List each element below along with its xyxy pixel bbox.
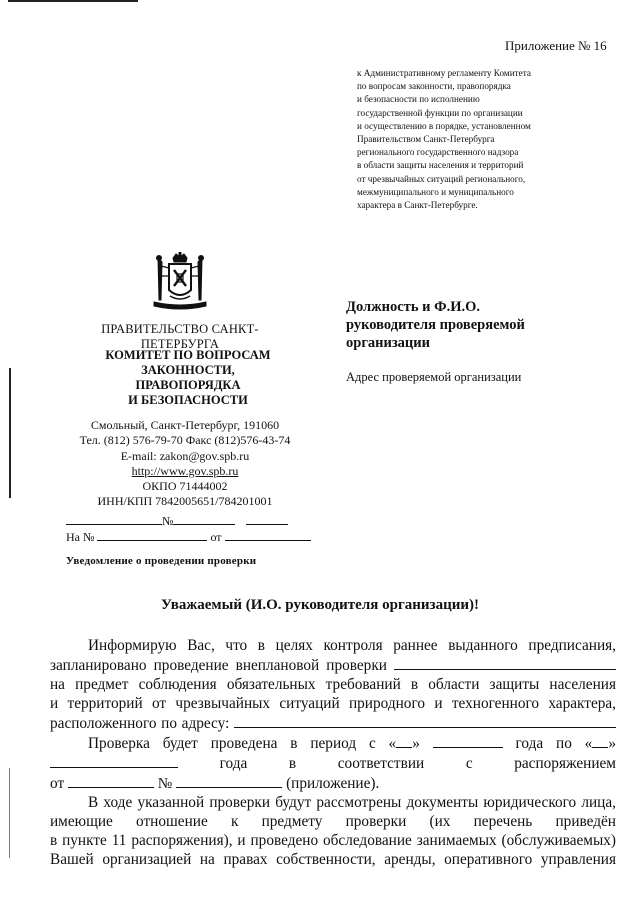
quote-close: » bbox=[412, 735, 420, 752]
appendix-line: государственной функции по организации bbox=[357, 107, 523, 118]
appendix-line: межмуниципального и муниципального bbox=[357, 186, 514, 197]
postal-address: Смольный, Санкт-Петербург, 191060 bbox=[90, 418, 280, 432]
appendix-number: Приложение № 16 bbox=[505, 38, 607, 53]
scan-mark-left-lower bbox=[9, 768, 10, 858]
recipient-line: организации bbox=[346, 335, 430, 351]
appendix-line: Правительством Санкт-Петербурга bbox=[357, 134, 495, 145]
appendix-line: регионального государственного надзора bbox=[357, 147, 519, 158]
period-start-day-blank bbox=[396, 733, 412, 748]
address-label: расположенного по адресу: bbox=[50, 715, 230, 732]
paragraph-line: в пункте 11 распоряжения), и проведено обследование занимаемых (обслуживаемых) bbox=[50, 832, 616, 849]
committee-line: ЗАКОННОСТИ, ПРАВОПОРЯДКА bbox=[135, 363, 241, 392]
period-start-month-blank bbox=[433, 733, 503, 748]
period-label: Проверка будет проведена в период с « bbox=[88, 735, 397, 752]
appendix-line: характера в Санкт-Петербурге. bbox=[357, 200, 478, 211]
outgoing-extra-blank bbox=[246, 512, 288, 525]
inspection-blank bbox=[394, 655, 616, 670]
inspection-type-label: запланировано проведение внеплановой проверки bbox=[50, 657, 387, 674]
letter-body bbox=[50, 636, 616, 869]
paragraph-line: В ходе указанной проверки будут рассмотрены документы юридического лица, bbox=[88, 794, 616, 811]
appendix-line: от чрезвычайных ситуаций регионального, bbox=[357, 173, 526, 184]
paragraph-line: Вашей организацией на правах собственности, аренды, оперативного управления bbox=[50, 851, 616, 868]
recipient-address: Адрес проверяемой организации bbox=[346, 370, 522, 384]
appendix-reference bbox=[357, 67, 607, 212]
order-number-sign: № bbox=[157, 775, 173, 792]
paragraph-line: на предмет соблюдения обязательных требований в области защиты населения bbox=[50, 676, 616, 693]
outgoing-ref-line bbox=[66, 512, 288, 529]
order-from-label: от bbox=[50, 775, 65, 792]
appendix-line: в области защиты населения и территорий bbox=[357, 160, 524, 171]
outgoing-date-blank bbox=[66, 512, 162, 525]
notice-title: Уведомление о проведении проверки bbox=[66, 555, 257, 567]
committee-name bbox=[88, 348, 288, 408]
ref-to-label: На № bbox=[66, 530, 95, 544]
website-link[interactable]: http://www.gov.spb.ru bbox=[131, 463, 239, 478]
appendix-line: и безопасности по исполнению bbox=[357, 94, 480, 105]
okpo: ОКПО 71444002 bbox=[142, 479, 228, 494]
address-blank bbox=[234, 713, 616, 728]
committee-line: КОМИТЕТ ПО ВОПРОСАМ bbox=[105, 348, 271, 362]
order-label: года в соответствии с распоряжением bbox=[219, 755, 616, 772]
outgoing-number-blank bbox=[173, 512, 235, 525]
salutation: Уважаемый (И.О. руководителя организации)! bbox=[160, 597, 480, 613]
paragraph-line bbox=[50, 753, 616, 773]
inn-kpp: ИНН/КПП 7842005651/784201001 bbox=[97, 494, 273, 509]
attachment-label: (приложение). bbox=[286, 775, 380, 792]
paragraph-line bbox=[50, 655, 616, 675]
ref-from-label: от bbox=[210, 530, 222, 544]
government-name: ПРАВИТЕЛЬСТВО САНКТ-ПЕТЕРБУРГА bbox=[101, 322, 259, 351]
email: E-mail: zakon@gov.spb.ru bbox=[120, 448, 250, 463]
recipient-line: руководителя проверяемой bbox=[346, 317, 525, 333]
order-number-blank bbox=[176, 773, 282, 788]
paragraph-line bbox=[50, 713, 616, 733]
recipient-block bbox=[346, 298, 525, 352]
paragraph-line: и территорий от чрезвычайных ситуаций природного и техногенного характера, bbox=[50, 695, 616, 712]
contact-details bbox=[70, 418, 300, 510]
scan-mark-top bbox=[8, 0, 138, 2]
recipient-line: Должность и Ф.И.О. bbox=[346, 299, 481, 315]
incoming-date-blank bbox=[225, 528, 311, 541]
scan-mark-left bbox=[9, 368, 11, 498]
phone-fax: Тел. (812) 576-79-70 Факс (812)576-43-74 bbox=[79, 433, 291, 448]
ref-number-sign: № bbox=[162, 514, 174, 528]
coat-of-arms-emblem bbox=[150, 252, 210, 314]
paragraph-line bbox=[50, 773, 616, 793]
committee-line: И БЕЗОПАСНОСТИ bbox=[128, 393, 248, 407]
period-end-month-blank bbox=[50, 753, 178, 768]
order-date-blank bbox=[68, 773, 154, 788]
period-end-day-blank bbox=[592, 733, 608, 748]
appendix-line: по вопросам законности, правопорядка bbox=[357, 81, 511, 92]
paragraph-line bbox=[50, 733, 616, 753]
paragraph-line: Информирую Вас, что в целях контроля раннее выданного предписания, bbox=[88, 637, 616, 654]
appendix-line: и осуществлению в порядке, установленном bbox=[357, 120, 531, 131]
incoming-ref-line bbox=[66, 528, 311, 545]
appendix-line: к Административному регламенту Комитета bbox=[357, 68, 531, 78]
paragraph-line: имеющие отношение к предмету проверки (их перечень приведён bbox=[50, 813, 616, 830]
incoming-number-blank bbox=[97, 528, 207, 541]
period-to-label: года по « bbox=[515, 735, 593, 752]
quote-close: » bbox=[608, 735, 616, 752]
